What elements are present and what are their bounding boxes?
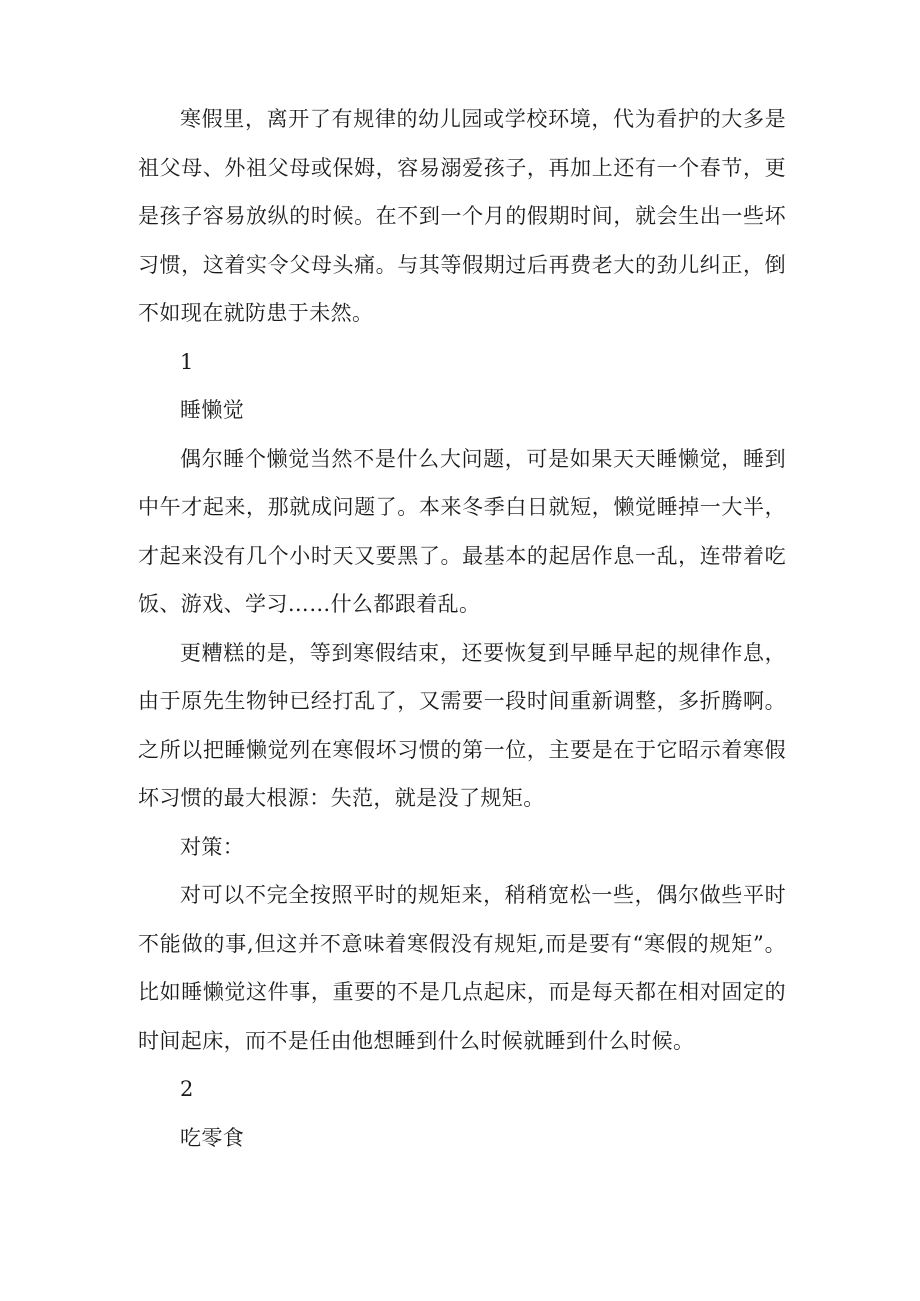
countermeasure-label: 对策： bbox=[180, 834, 245, 859]
intro-paragraph: 寒假里，离开了有规律的幼儿园或学校环境，代为看护的大多是祖父母、外祖父母或保姆，容易溺爱孩子，再加上还有一个春节，更是孩子容易放纵的时候。在不到一个月的假期时间，就会生出一些坏习惯，这着实令父母头痛。与其等假期过后再费老大的劲儿纠正，倒不如现在就防患于未然。 bbox=[138, 107, 786, 325]
section-heading-sleep-in: 睡懒觉 bbox=[180, 398, 245, 422]
countermeasure-paragraph: 对可以不完全按照平时的规矩来，稍稍宽松一些，偶尔做些平时不能做的事,但这并不意味着寒假没有规矩,而是要有“寒假的规矩”。比如睡懒觉这件事，重要的不是几点起床，而是每天都在相对固定的时间起床，而不是任由他想睡到什么时候就睡到什么时候。 bbox=[138, 883, 786, 1053]
document-body bbox=[138, 95, 786, 1162]
sleep-in-paragraph-2: 更糟糕的是，等到寒假结束，还要恢复到早睡早起的规律作息，由于原先生物钟已经打乱了，又需要一段时间重新调整，多折腾啊。之所以把睡懒觉列在寒假坏习惯的第一位，主要是在于它昭示着寒假坏习惯的最大根源：失范，就是没了规矩。 bbox=[138, 640, 786, 810]
section-number-2: 2 bbox=[180, 1077, 194, 1101]
sleep-in-paragraph-1: 偶尔睡个懒觉当然不是什么大问题，可是如果天天睡懒觉，睡到中午才起来，那就成问题了。本来冬季白日就短，懒觉睡掉一大半，才起来没有几个小时天又要黑了。最基本的起居作息一乱，连带着吃饭、游戏、学习……什么都跟着乱。 bbox=[138, 446, 786, 616]
section-heading-snacks: 吃零食 bbox=[180, 1125, 245, 1150]
section-number-1: 1 bbox=[180, 349, 194, 374]
